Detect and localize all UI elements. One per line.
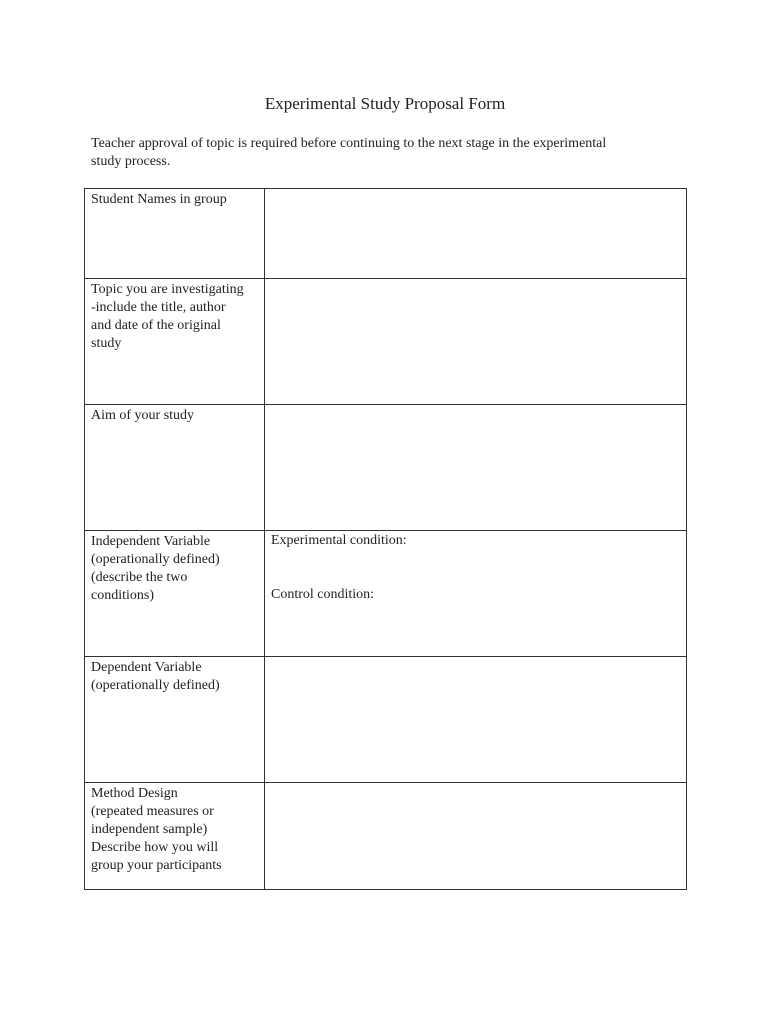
label-text: study (91, 336, 122, 351)
row-aim (85, 405, 687, 531)
control-condition-label: Control condition: (271, 587, 375, 602)
experimental-condition-label: Experimental condition: (271, 533, 407, 548)
label-cell (85, 783, 265, 890)
label-cell (85, 405, 265, 531)
page-title: Experimental Study Proposal Form (264, 94, 506, 113)
row-dependent-variable (85, 657, 687, 783)
label-text: -include the title, author (91, 300, 226, 315)
dependent-variable-field[interactable] (265, 657, 687, 783)
proposal-form-table (84, 188, 687, 890)
label-text: conditions) (91, 588, 154, 603)
intro-paragraph (91, 135, 681, 171)
label-text: Aim of your study (91, 408, 195, 423)
label-text: Topic you are investigating (91, 282, 244, 297)
label-text: Student Names in group (91, 192, 227, 207)
label-text: and date of the original (91, 318, 221, 333)
label-text: (operationally defined) (91, 678, 220, 693)
label-text: (repeated measures or (91, 804, 214, 819)
label-text: Describe how you will (91, 840, 219, 855)
label-text: independent sample) (91, 822, 208, 837)
row-topic (85, 279, 687, 405)
label-text: Method Design (91, 786, 178, 801)
row-method-design (85, 783, 687, 890)
label-cell (85, 657, 265, 783)
label-cell (85, 531, 265, 657)
label-text: group your participants (91, 858, 222, 873)
student-names-field[interactable] (265, 189, 687, 279)
intro-line: Teacher approval of topic is required before continuing to the next stage in the experimental (91, 136, 607, 151)
label-text: Independent Variable (91, 534, 211, 549)
label-cell (85, 189, 265, 279)
label-text: (operationally defined) (91, 552, 220, 567)
label-text: Dependent Variable (91, 660, 202, 675)
topic-field[interactable] (265, 279, 687, 405)
label-text: (describe the two (91, 570, 188, 585)
row-student-names (85, 189, 687, 279)
label-cell (85, 279, 265, 405)
row-independent-variable (85, 531, 687, 657)
independent-variable-field[interactable] (265, 531, 687, 657)
intro-line: study process. (91, 154, 171, 169)
aim-field[interactable] (265, 405, 687, 531)
method-design-field[interactable] (265, 783, 687, 890)
